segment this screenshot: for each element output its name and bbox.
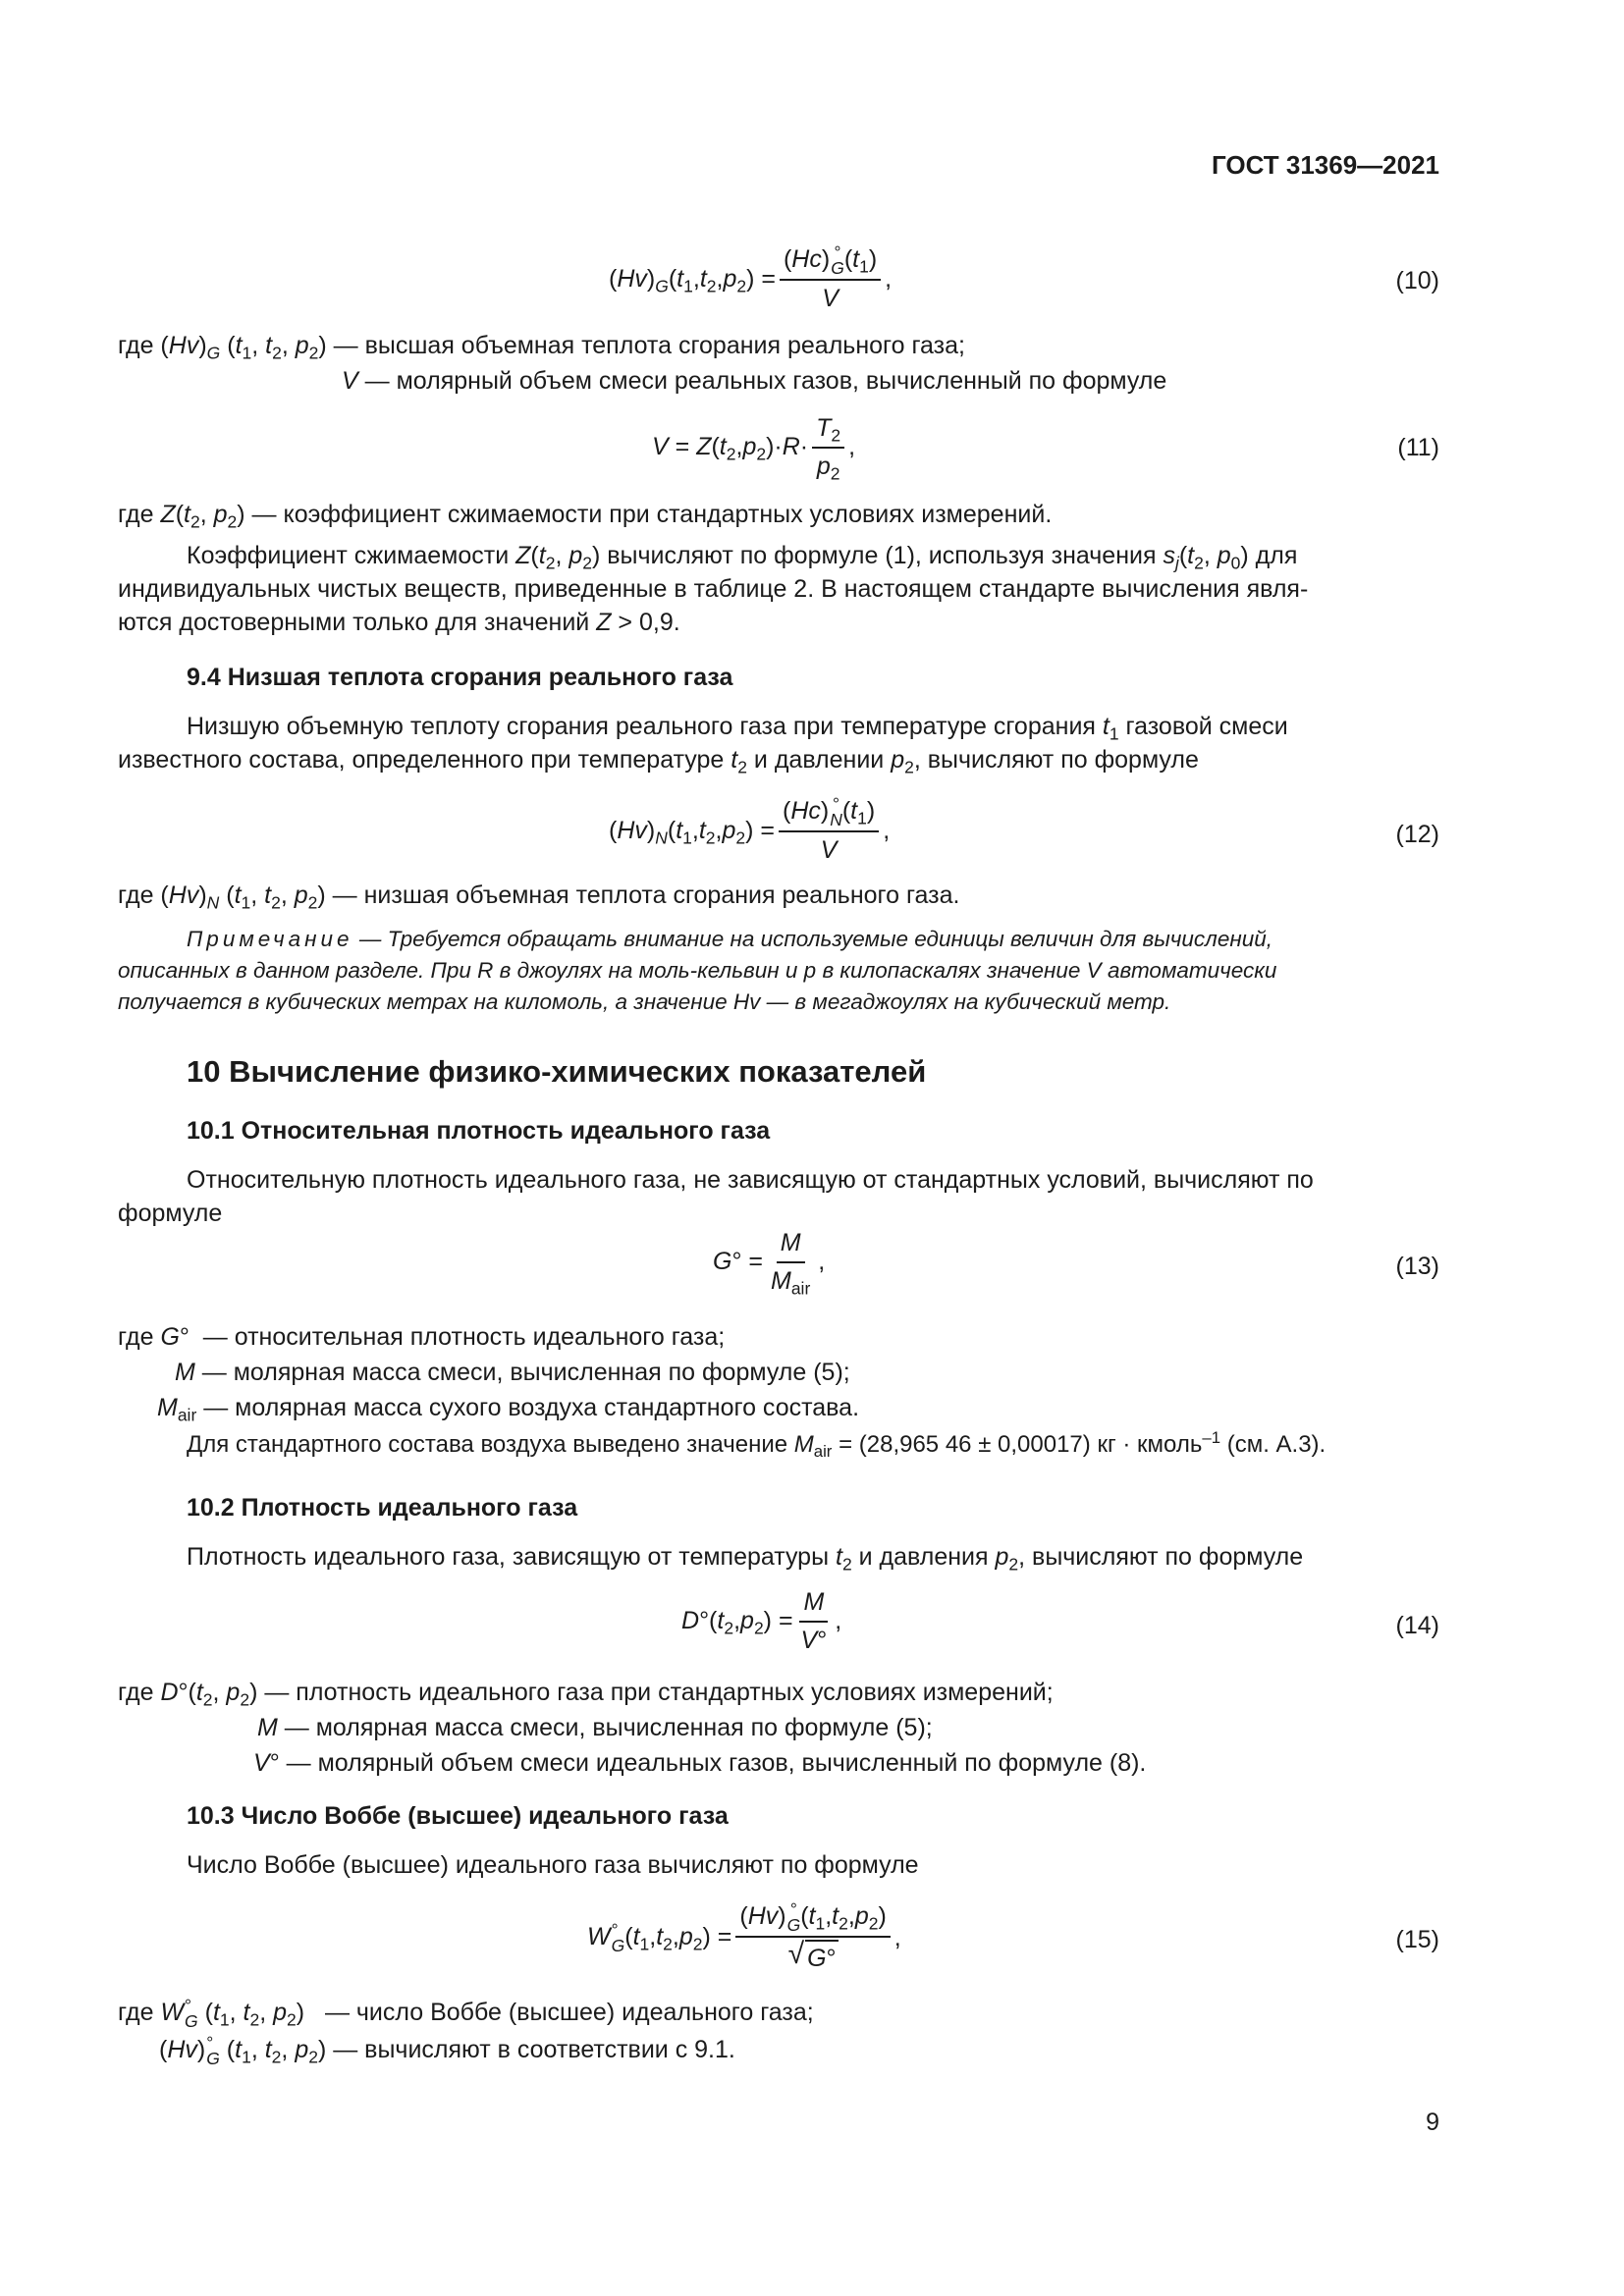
formula-11-number: (11)	[1397, 434, 1439, 461]
where-13-line-2: M — молярная масса смеси, вычисленная по формуле (5);	[175, 1359, 850, 1386]
where-13-line-3: $M_{air}$ — молярная масса сухого воздуха стандартного состава.	[157, 1394, 860, 1425]
formula-14: $D^\circ(t_2,p_2)$ = $\frac{M}{V^\circ}$ ,	[681, 1588, 842, 1654]
section-9-4-line-2: известного состава, определенного при температуре $t_2$ и давлении $p_2$, вычисляют по формуле	[118, 746, 1199, 777]
formula-13-number: (13)	[1395, 1253, 1439, 1280]
where-11-line-1: где $Z(t_2$, $p_2$) — коэффициент сжимаемости при стандартных условиях измерений.	[118, 501, 1053, 532]
note-line-3: получается в кубических метрах на киломоль, а значение Hv — в мегаджоулях на кубический метр.	[118, 989, 1171, 1014]
where-12-line-1: где $(Hv)_N$ ($t_1$, $t_2$, $p_2$) — низшая объемная теплота сгорания реального газа.	[118, 881, 960, 913]
formula-13: G° = $\frac{M}{M_{air}}$ ,	[713, 1229, 826, 1298]
where-10-line-2: V — молярный объем смеси реальных газов, вычисленный по формуле	[342, 367, 1167, 395]
document-header: ГОСТ 31369—2021	[1212, 150, 1439, 180]
where-14-line-3: V° — молярный объем смеси идеальных газов, вычисленный по формуле (8).	[253, 1749, 1147, 1777]
formula-12-number: (12)	[1395, 821, 1439, 848]
note-label: Примечание	[187, 927, 353, 951]
where-15-line-2: (Hv) ° G ($t_1$, $t_2$, $p_2$) — вычисляют в соответствии с 9.1.	[159, 2032, 735, 2069]
formula-14-number: (14)	[1395, 1612, 1439, 1639]
paragraph-z-line-1: Коэффициент сжимаемости $Z(t_2$, $p_2$) вычисляют по формуле (1), используя значения $s_j(t_2$, $p_0$) для	[187, 542, 1298, 573]
note-line-1: Примечание — Требуется обращать внимание на используемые единицы величин для вычислений,	[187, 927, 1273, 951]
where-14-line-2: M — молярная масса смеси, вычисленная по формуле (5);	[257, 1714, 933, 1741]
formula-10-number: (10)	[1395, 267, 1439, 294]
section-10-1-title: 10.1 Относительная плотность идеального газа	[187, 1117, 771, 1145]
formula-15: W ° G $(t_1,t_2,p_2)$ = (Hv) ° G $(t_1,t_2,p_2)$ √ G° ,	[587, 1900, 901, 1975]
paragraph-z-line-2: индивидуальных чистых веществ, приведенные в таблице 2. В настоящем стандарте вычисления явля-	[118, 575, 1309, 603]
note-line-2: описанных в данном разделе. При R в джоулях на моль-кельвин и p в килопаскалях значение V автоматически	[118, 958, 1277, 983]
where-15-line-1: где W ° G ($t_1$, $t_2$, $p_2$) — число Воббе (высшее) идеального газа;	[118, 1995, 814, 2032]
section-9-4-line-1: Низшую объемную теплоту сгорания реального газа при температуре сгорания $t_1$ газовой смеси	[187, 713, 1288, 744]
section-10-2-title: 10.2 Плотность идеального газа	[187, 1494, 578, 1522]
where-14-line-1: где $D^\circ(t_2$, $p_2$) — плотность идеального газа при стандартных условиях измерений;	[118, 1679, 1054, 1710]
formula-11: $V = Z(t_2,p_2)\cdot R\cdot$ $\frac{T_2}{p_2}$ ,	[652, 414, 856, 483]
section-9-4-title: 9.4 Низшая теплота сгорания реального газа	[187, 664, 733, 691]
paragraph-z-line-3: ются достоверными только для значений Z > 0,9.	[118, 609, 680, 636]
where-13-line-1: где G° — относительная плотность идеального газа;	[118, 1323, 726, 1351]
formula-12: $(Hv)_N(t_1,t_2,p_2)$ = (Hc) ° N $(t_1)$ V ,	[609, 793, 891, 865]
formula-15-number: (15)	[1395, 1926, 1439, 1953]
where-10-line-1: где $(Hv)_G$ ($t_1$, $t_2$, $p_2$) — высшая объемная теплота сгорания реального газа;	[118, 332, 965, 363]
section-10-2-line-1: Плотность идеального газа, зависящую от температуры $t_2$ и давления $p_2$, вычисляют по формуле	[187, 1543, 1304, 1575]
section-10-3-line-1: Число Воббе (высшее) идеального газа вычисляют по формуле	[187, 1851, 919, 1879]
page-number: 9	[1426, 2109, 1439, 2136]
where-13-line-4: Для стандартного состава воздуха выведено значение $M_{air} = (28,965$ 46 ± 0,00017) кг · кмоль$^{-1}$ (см. А.3).	[187, 1427, 1326, 1462]
section-10-3-title: 10.3 Число Воббе (высшее) идеального газа	[187, 1802, 729, 1830]
section-10-1-line-1: Относительную плотность идеального газа, не зависящую от стандартных условий, вычисляют по	[187, 1166, 1314, 1194]
section-10-title: 10 Вычисление физико-химических показателей	[187, 1054, 927, 1089]
section-10-1-line-2: формуле	[118, 1200, 223, 1227]
formula-10: $(Hv)_G(t_1,t_2,p_2)$ = (Hc) ° G $(t_1)$ V ,	[609, 241, 893, 313]
